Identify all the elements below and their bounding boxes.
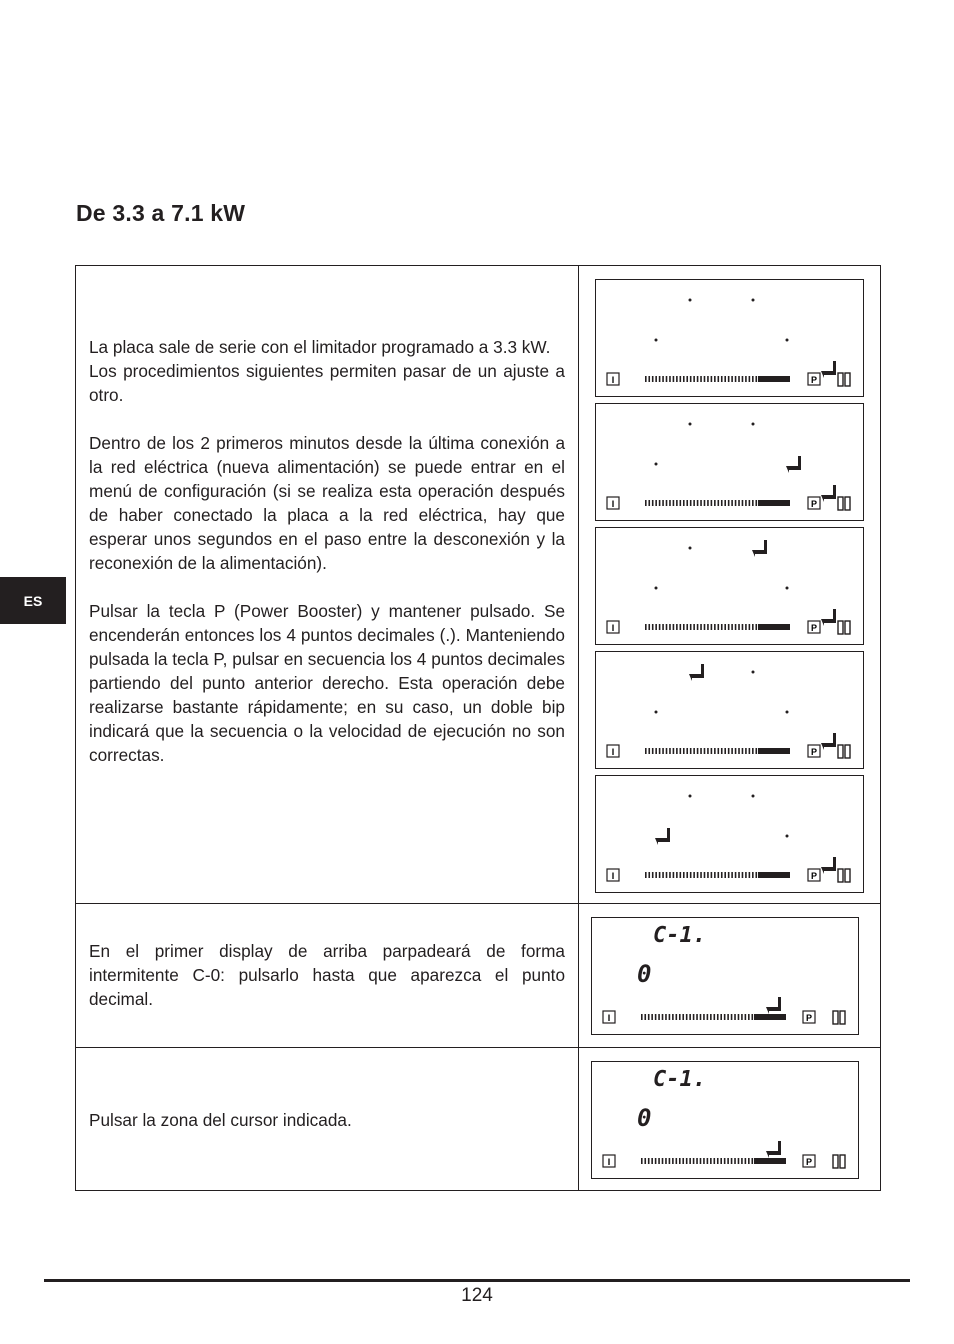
slider-bar	[645, 872, 790, 878]
step-3-paragraph: Pulsar la zona del cursor indicada.	[89, 1110, 352, 1130]
decimal-dot-icon	[655, 587, 658, 590]
decimal-dot-icon	[752, 423, 755, 426]
procedure-step-2	[76, 904, 881, 1048]
step-2-paragraph: En el primer display de arriba parpadeará de forma intermitente C-0: pulsarlo hasta que aparezca el punto decimal.	[89, 941, 565, 1009]
slider-bar	[641, 1158, 786, 1164]
svg-text:P: P	[810, 499, 818, 509]
decimal-dot-icon	[689, 299, 692, 302]
decimal-point-display-1	[595, 279, 864, 397]
decimal-dot-icon	[786, 339, 789, 342]
svg-text:I: I	[611, 871, 615, 881]
code-display	[591, 1061, 859, 1179]
decimal-dot-icon	[752, 795, 755, 798]
procedure-table	[75, 265, 881, 1191]
decimal-dot-icon	[655, 463, 658, 466]
svg-text:I: I	[611, 623, 615, 633]
step-1-paragraph-3: Pulsar la tecla P (Power Booster) y mantener pulsado. Se encenderán entonces los 4 puntos decimales (.). Manteniendo pulsada la tecla P, pulsar en secuencia los 4 puntos decimales partiendo del punto anterior derecho. Esta operación debe realizarse bastante rápidamente; en su caso, un doble bip indicará que la secuencia o la velocidad de ejecución no son correctas.	[89, 601, 565, 765]
slider-bar	[645, 500, 790, 506]
decimal-point-sequence-figure	[579, 266, 880, 893]
step-1-paragraph-2: Dentro de los 2 primeros minutos desde la última conexión a la red eléctrica (nueva alimentación) se puede entrar en el menú de configuración (si se realiza esta operación después de haber conectado la placa a la red eléctrica, hay que esperar unos segundos en el paso entre la desconexión y la reconexión de la alimentación).	[89, 433, 565, 573]
decimal-dot-icon	[689, 547, 692, 550]
step-1-text	[76, 266, 578, 787]
svg-text:P: P	[810, 375, 818, 385]
svg-text:P: P	[805, 1157, 813, 1167]
language-tab: ES	[0, 577, 66, 624]
svg-text:P: P	[810, 623, 818, 633]
footer-rule	[44, 1279, 910, 1282]
display-value-text: 0	[637, 960, 652, 988]
decimal-point-display-5	[595, 775, 864, 893]
svg-text:I: I	[607, 1013, 611, 1023]
decimal-point-display-3	[595, 527, 864, 645]
display-code-text: C-1.	[653, 1067, 706, 1092]
code-display-figure-2	[579, 1048, 880, 1184]
slider-bar	[645, 748, 790, 754]
svg-text:I: I	[611, 499, 615, 509]
display-value-text: 0	[637, 1104, 652, 1132]
page-number: 124	[461, 1285, 493, 1306]
display-code-text: C-1.	[653, 923, 706, 948]
decimal-dot-icon	[786, 835, 789, 838]
slider-bar	[645, 376, 790, 382]
decimal-dot-icon	[689, 795, 692, 798]
svg-text:P: P	[810, 747, 818, 757]
decimal-point-display-4	[595, 651, 864, 769]
code-display	[591, 917, 859, 1035]
decimal-dot-icon	[655, 711, 658, 714]
procedure-step-3	[76, 1048, 881, 1191]
svg-text:P: P	[810, 871, 818, 881]
svg-text:I: I	[611, 747, 615, 757]
svg-text:I: I	[611, 375, 615, 385]
slider-bar	[645, 624, 790, 630]
page-title: De 3.3 a 7.1 kW	[76, 200, 246, 226]
procedure-step-1	[76, 266, 881, 904]
decimal-dot-icon	[752, 671, 755, 674]
decimal-dot-icon	[655, 339, 658, 342]
decimal-dot-icon	[786, 587, 789, 590]
decimal-dot-icon	[786, 711, 789, 714]
decimal-dot-icon	[752, 299, 755, 302]
slider-bar	[641, 1014, 786, 1020]
step-1-paragraph-1: La placa sale de serie con el limitador programado a 3.3 kW. Los procedimientos siguientes permiten pasar de un ajuste a otro.	[89, 337, 565, 405]
code-display-figure-1	[579, 904, 880, 1040]
decimal-point-display-2	[595, 403, 864, 521]
decimal-dot-icon	[689, 423, 692, 426]
svg-text:I: I	[607, 1157, 611, 1167]
svg-text:P: P	[805, 1013, 813, 1023]
